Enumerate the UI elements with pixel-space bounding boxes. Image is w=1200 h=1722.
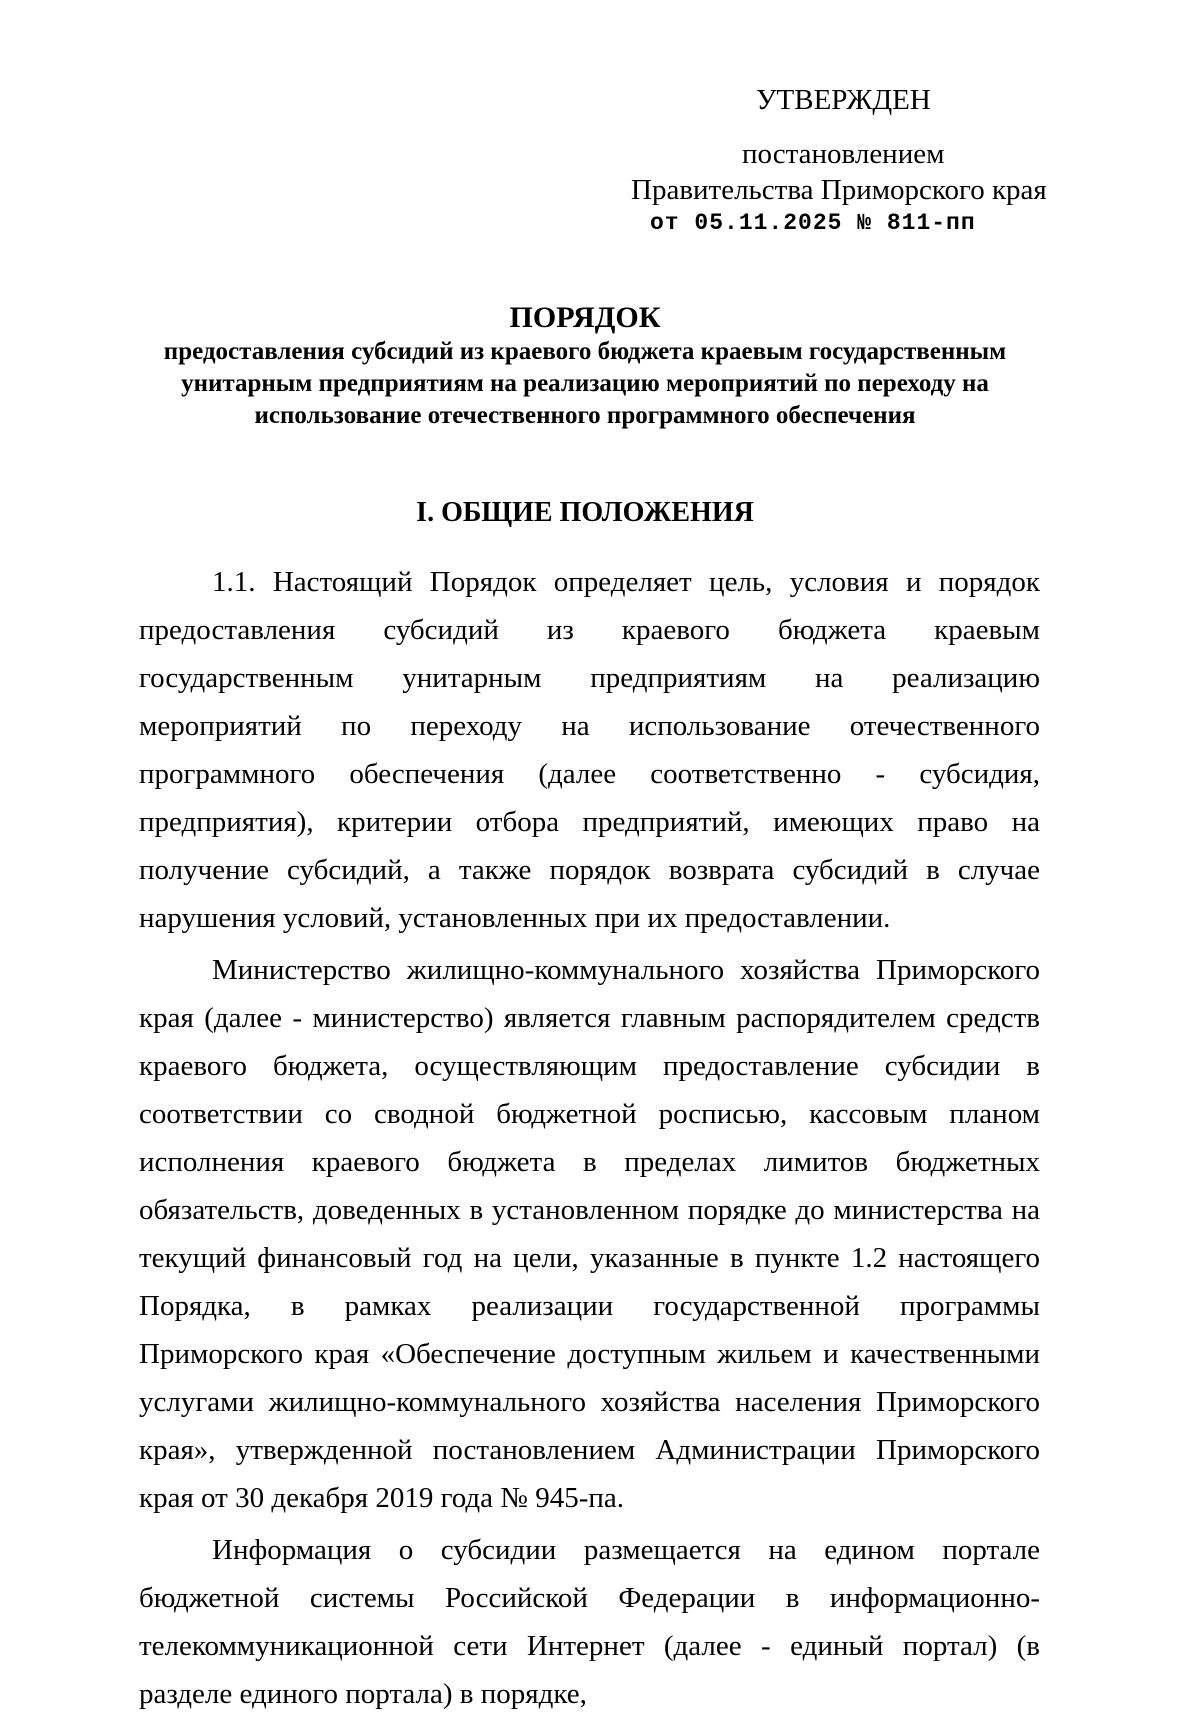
approval-heading: УТВЕРЖДЕН xyxy=(756,84,931,116)
document-title xyxy=(130,300,1040,432)
document-title-main: ПОРЯДОК xyxy=(509,301,661,334)
approval-by-decree: постановлением xyxy=(742,138,945,170)
paragraph-information: Информация о субсидии размещается на едином портале бюджетной системы Российской Федерации в информационно-телекоммуникационной сети Интернет (далее - единый портал) (в разделе единого портала) в порядке, xyxy=(139,1534,1040,1710)
paragraph-1-1: 1.1. Настоящий Порядок определяет цель, условия и порядок предоставления субсидий из краевого бюджета краевым государственным унитарным предприятиям на реализацию мероприятий по переходу на использование отечественного программного обеспечения (далее соответственно - субсидия, предприятия), критерии отбора предприятий, имеющих право на получение субсидий, а также порядок возврата субсидий в случае нарушения условий, установленных при их предоставлении. xyxy=(139,566,1040,934)
document-title-subtitle: предоставления субсидий из краевого бюджета краевым государственным унитарным предприятиям на реализацию мероприятий по переходу на использование отечественного программного обеспечения xyxy=(163,338,1007,429)
decree-number-stamp: от 05.11.2025 № 811-пп xyxy=(650,210,976,236)
approval-government: Правительства Приморского края xyxy=(631,174,1047,206)
paragraph-ministry: Министерство жилищно-коммунального хозяйства Приморского края (далее - министерство) является главным распорядителем средств краевого бюджета, осуществляющим предоставление субсидии в соответствии со сводной бюджетной росписью, кассовым планом исполнения краевого бюджета в пределах лимитов бюджетных обязательств, доведенных в установленном порядке до министерства на текущий финансовый год на цели, указанные в пункте 1.2 настоящего Порядка, в рамках реализации государственной программы Приморского края «Обеспечение доступным жильем и качественными услугами жилищно-коммунального хозяйства населения Приморского края», утвержденной постановлением Администрации Приморского края от 30 декабря 2019 года № 945-па. xyxy=(139,954,1040,1514)
document-body xyxy=(139,558,1040,1722)
section-heading: I. ОБЩИЕ ПОЛОЖЕНИЯ xyxy=(416,497,754,528)
